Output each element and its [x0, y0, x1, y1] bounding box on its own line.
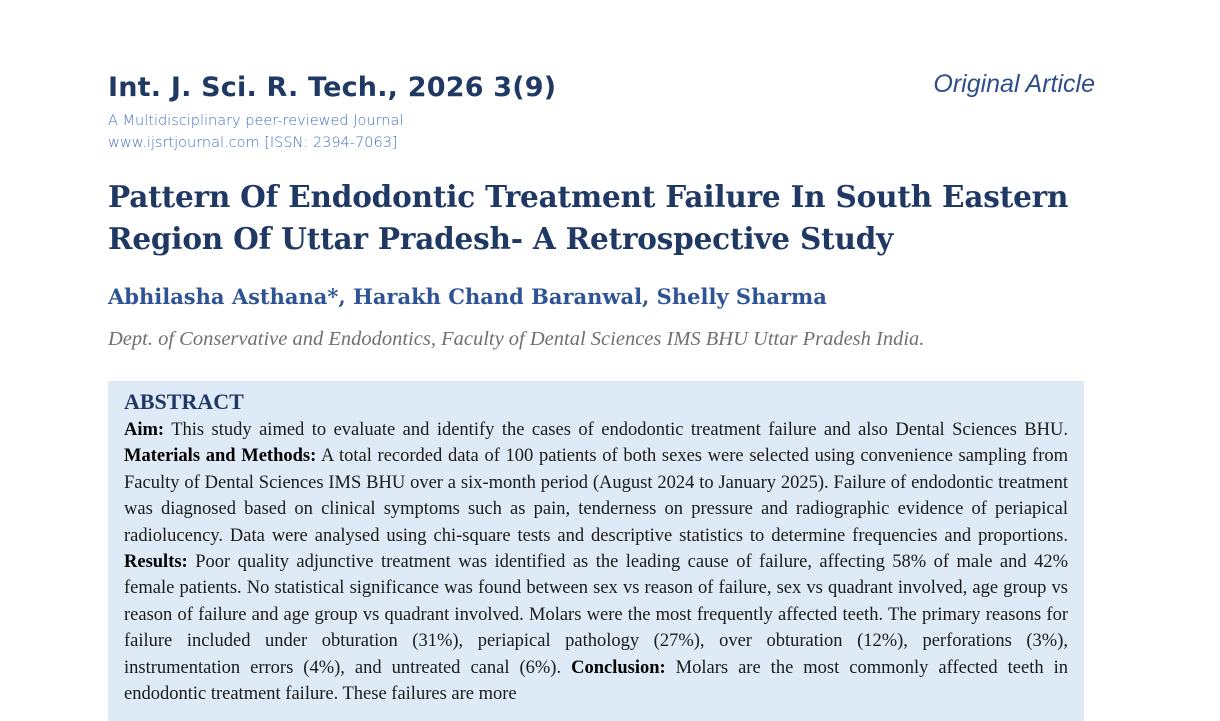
methods-label: Materials and Methods: [124, 446, 317, 467]
abstract-box [108, 381, 1084, 721]
paper-authors: Abhilasha Asthana*, Harakh Chand Baranwal, Shelly Sharma [108, 284, 827, 309]
journal-title: Int. J. Sci. R. Tech., 2026 3(9) [108, 72, 557, 103]
journal-subtitle: A Multidisciplinary peer-reviewed Journal [108, 113, 404, 129]
paper-affiliation: Dept. of Conservative and Endodontics, Faculty of Dental Sciences IMS BHU Uttar Pradesh India. [108, 328, 925, 350]
results-text: Poor quality adjunctive treatment was identified as the leading cause of failure, affecting 58% of male and 42% female patients. No statistical significance was found between sex vs reason of failure, sex vs quadrant involved, age group vs reason of failure and age group vs quadrant involved. Molars were the most frequently affected teeth. The primary reasons for failure included under obturation (31%), periapical pathology (27%), over obturation (12%), perforations (3%), instrumentation errors (4%), and untreated canal (6%). [124, 552, 1068, 678]
results-label: Results: [124, 552, 188, 573]
methods-text: A total recorded data of 100 patients of both sexes were selected using convenience sampling from Faculty of Dental Sciences IMS BHU over a six-month period (August 2024 to January 2025). Failure of endodontic treatment was diagnosed based on clinical symptoms such as pain, tenderness on pressure and radiographic evidence of periapical radiolucency. Data were analysed using chi-square tests and descriptive statistics to determine frequencies and proportions. [124, 446, 1068, 546]
article-type-label: Original Article [933, 70, 1095, 98]
journal-website[interactable]: www.ijsrtjournal.com [ISSN: 2394-7063] [108, 135, 398, 151]
paper-title: Pattern Of Endodontic Treatment Failure In South Eastern Region Of Uttar Pradesh- A Retrospective Study [108, 179, 1069, 256]
aim-text: This study aimed to evaluate and identify the cases of endodontic treatment failure and also Dental Sciences BHU. [164, 420, 1068, 440]
abstract-heading: ABSTRACT [124, 389, 244, 414]
abstract-text [124, 417, 1068, 707]
aim-label: Aim: [124, 420, 165, 440]
conclusion-text: Molars are the most commonly affected teeth in endodontic treatment failure. These failures are more [124, 657, 1068, 705]
conclusion-label: Conclusion: [571, 657, 666, 678]
